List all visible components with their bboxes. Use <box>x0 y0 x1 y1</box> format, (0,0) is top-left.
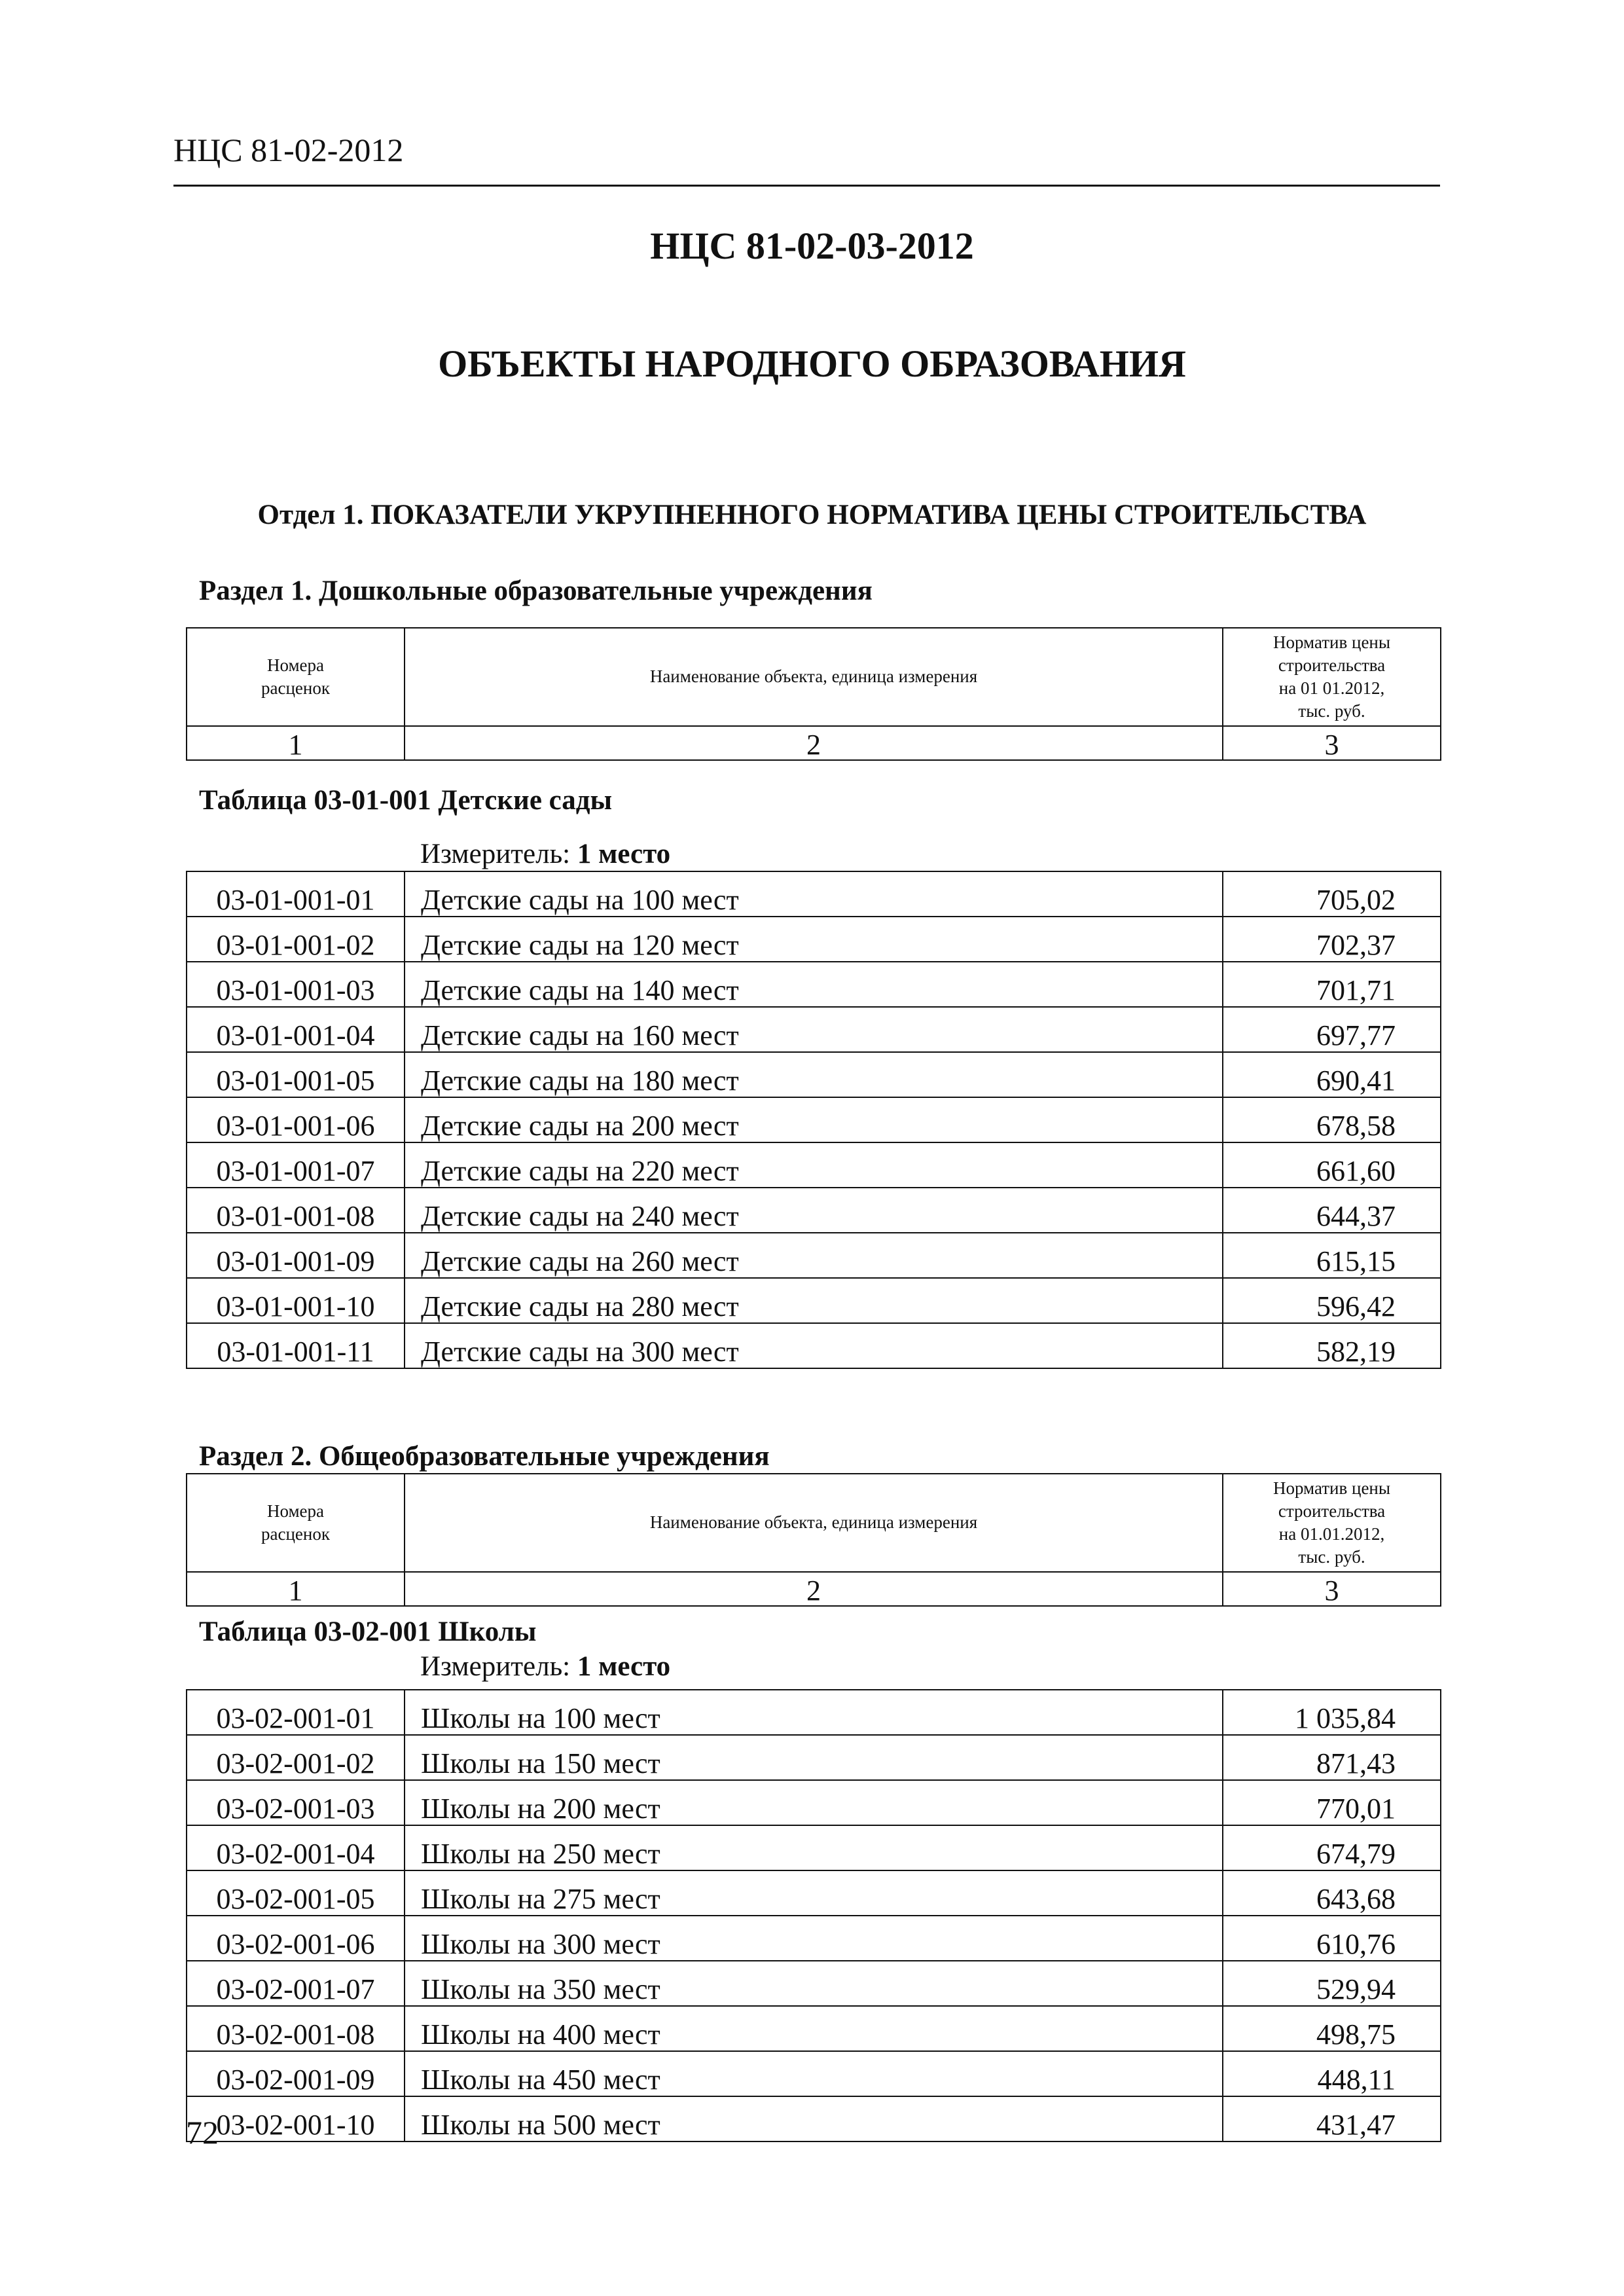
rate-code-cell: 03-02-001-06 <box>187 1916 405 1961</box>
price-value-cell: 678,58 <box>1223 1097 1441 1142</box>
rate-code-cell: 03-01-001-10 <box>187 1278 405 1323</box>
table-row <box>187 1870 1441 1916</box>
table-row <box>187 1916 1441 1961</box>
price-value-cell: 643,68 <box>1223 1870 1441 1916</box>
object-name-cell: Школы на 275 мест <box>405 1870 1223 1916</box>
col-header-rate-numbers: Номера расценок <box>187 628 405 726</box>
kindergartens-table <box>186 871 1441 1369</box>
col-number-3: 3 <box>1223 1572 1441 1606</box>
running-header: НЦС 81-02-2012 <box>173 132 404 168</box>
rate-code-cell: 03-01-001-05 <box>187 1052 405 1097</box>
col-number-3: 3 <box>1223 726 1441 760</box>
price-value-cell: 498,75 <box>1223 2006 1441 2051</box>
price-value-cell: 871,43 <box>1223 1735 1441 1780</box>
object-name-cell: Детские сады на 280 мест <box>405 1278 1223 1323</box>
object-name-cell: Школы на 350 мест <box>405 1961 1223 2006</box>
rate-code-cell: 03-01-001-02 <box>187 917 405 962</box>
rate-code-cell: 03-01-001-03 <box>187 962 405 1007</box>
price-value-cell: 615,15 <box>1223 1233 1441 1278</box>
section-1-title: Раздел 1. Дошкольные образовательные учреждения <box>199 575 873 606</box>
price-value-cell: 448,11 <box>1223 2051 1441 2096</box>
price-value-cell: 697,77 <box>1223 1007 1441 1052</box>
table-row <box>187 1780 1441 1825</box>
table-row <box>187 1097 1441 1142</box>
section-2-title: Раздел 2. Общеобразовательные учреждения <box>199 1441 770 1472</box>
rate-code-cell: 03-02-001-10 <box>187 2096 405 2141</box>
price-value-cell: 701,71 <box>1223 962 1441 1007</box>
rate-code-cell: 03-02-001-08 <box>187 2006 405 2051</box>
price-value-cell: 690,41 <box>1223 1052 1441 1097</box>
rate-code-cell: 03-01-001-01 <box>187 871 405 917</box>
table-row <box>187 1052 1441 1097</box>
object-name-cell: Детские сады на 300 мест <box>405 1323 1223 1368</box>
col-number-2: 2 <box>405 1572 1223 1606</box>
price-value-cell: 529,94 <box>1223 1961 1441 2006</box>
section-1-header-table <box>186 627 1441 761</box>
table-row <box>187 1690 1441 1735</box>
table-row <box>187 1323 1441 1368</box>
object-name-cell: Детские сады на 120 мест <box>405 917 1223 962</box>
table-row <box>187 1142 1441 1188</box>
table-row <box>187 917 1441 962</box>
header-rule <box>173 185 1440 187</box>
object-name-cell: Детские сады на 100 мест <box>405 871 1223 917</box>
measure-value: 1 место <box>577 1651 671 1682</box>
price-value-cell: 770,01 <box>1223 1780 1441 1825</box>
document-code: НЦС 81-02-03-2012 <box>650 225 974 267</box>
object-name-cell: Школы на 400 мест <box>405 2006 1223 2051</box>
col-number-2: 2 <box>405 726 1223 760</box>
object-name-cell: Школы на 300 мест <box>405 1916 1223 1961</box>
table-row <box>187 1961 1441 2006</box>
object-name-cell: Школы на 100 мест <box>405 1690 1223 1735</box>
price-value-cell: 596,42 <box>1223 1278 1441 1323</box>
rate-code-cell: 03-01-001-08 <box>187 1188 405 1233</box>
object-name-cell: Детские сады на 240 мест <box>405 1188 1223 1233</box>
measure-label: Измеритель: <box>420 839 571 869</box>
price-value-cell: 610,76 <box>1223 1916 1441 1961</box>
object-name-cell: Школы на 500 мест <box>405 2096 1223 2141</box>
price-value-cell: 431,47 <box>1223 2096 1441 2141</box>
rate-code-cell: 03-02-001-02 <box>187 1735 405 1780</box>
object-name-cell: Детские сады на 260 мест <box>405 1233 1223 1278</box>
col-header-price-norm: Норматив цены строительства на 01.01.2012, тыс. руб. <box>1223 1474 1441 1572</box>
rate-code-cell: 03-02-001-01 <box>187 1690 405 1735</box>
rate-code-cell: 03-02-001-03 <box>187 1780 405 1825</box>
schools-table <box>186 1689 1441 2142</box>
col-header-price-norm: Норматив цены строительства на 01 01.2012, тыс. руб. <box>1223 628 1441 726</box>
table-2-measure <box>420 1650 670 1683</box>
section-2-header-table <box>186 1473 1441 1607</box>
rate-code-cell: 03-02-001-05 <box>187 1870 405 1916</box>
measure-value: 1 место <box>577 839 671 869</box>
object-name-cell: Школы на 150 мест <box>405 1735 1223 1780</box>
price-value-cell: 644,37 <box>1223 1188 1441 1233</box>
object-name-cell: Детские сады на 180 мест <box>405 1052 1223 1097</box>
rate-code-cell: 03-01-001-07 <box>187 1142 405 1188</box>
price-value-cell: 702,37 <box>1223 917 1441 962</box>
table-row <box>187 1007 1441 1052</box>
document-title: ОБЪЕКТЫ НАРОДНОГО ОБРАЗОВАНИЯ <box>438 342 1186 385</box>
table-row <box>187 1233 1441 1278</box>
col-number-1: 1 <box>187 726 405 760</box>
table-row <box>187 2096 1441 2141</box>
price-value-cell: 674,79 <box>1223 1825 1441 1870</box>
col-header-rate-numbers: Номера расценок <box>187 1474 405 1572</box>
price-value-cell: 1 035,84 <box>1223 1690 1441 1735</box>
table-row <box>187 962 1441 1007</box>
price-value-cell: 582,19 <box>1223 1323 1441 1368</box>
table-row <box>187 1278 1441 1323</box>
rate-code-cell: 03-01-001-09 <box>187 1233 405 1278</box>
object-name-cell: Школы на 250 мест <box>405 1825 1223 1870</box>
page-number: 72 <box>186 2114 219 2151</box>
rate-code-cell: 03-02-001-07 <box>187 1961 405 2006</box>
rate-code-cell: 03-02-001-04 <box>187 1825 405 1870</box>
table-1-title: Таблица 03-01-001 Детские сады <box>199 785 613 816</box>
col-number-1: 1 <box>187 1572 405 1606</box>
col-header-object-name: Наименование объекта, единица измерения <box>405 628 1223 726</box>
rate-code-cell: 03-01-001-04 <box>187 1007 405 1052</box>
table-row <box>187 1735 1441 1780</box>
table-row <box>187 871 1441 917</box>
table-row <box>187 1825 1441 1870</box>
measure-label: Измеритель: <box>420 1651 571 1682</box>
rate-code-cell: 03-01-001-06 <box>187 1097 405 1142</box>
department-title: Отдел 1. ПОКАЗАТЕЛИ УКРУПНЕННОГО НОРМАТИВА ЦЕНЫ СТРОИТЕЛЬСТВА <box>257 500 1367 530</box>
price-value-cell: 661,60 <box>1223 1142 1441 1188</box>
object-name-cell: Детские сады на 160 мест <box>405 1007 1223 1052</box>
table-row <box>187 2006 1441 2051</box>
object-name-cell: Детские сады на 200 мест <box>405 1097 1223 1142</box>
table-2-title: Таблица 03-02-001 Школы <box>199 1616 537 1647</box>
rate-code-cell: 03-01-001-11 <box>187 1323 405 1368</box>
table-row <box>187 2051 1441 2096</box>
table-1-measure <box>420 838 670 870</box>
rate-code-cell: 03-02-001-09 <box>187 2051 405 2096</box>
object-name-cell: Детские сады на 220 мест <box>405 1142 1223 1188</box>
object-name-cell: Школы на 200 мест <box>405 1780 1223 1825</box>
col-header-object-name: Наименование объекта, единица измерения <box>405 1474 1223 1572</box>
object-name-cell: Школы на 450 мест <box>405 2051 1223 2096</box>
table-row <box>187 1188 1441 1233</box>
object-name-cell: Детские сады на 140 мест <box>405 962 1223 1007</box>
price-value-cell: 705,02 <box>1223 871 1441 917</box>
